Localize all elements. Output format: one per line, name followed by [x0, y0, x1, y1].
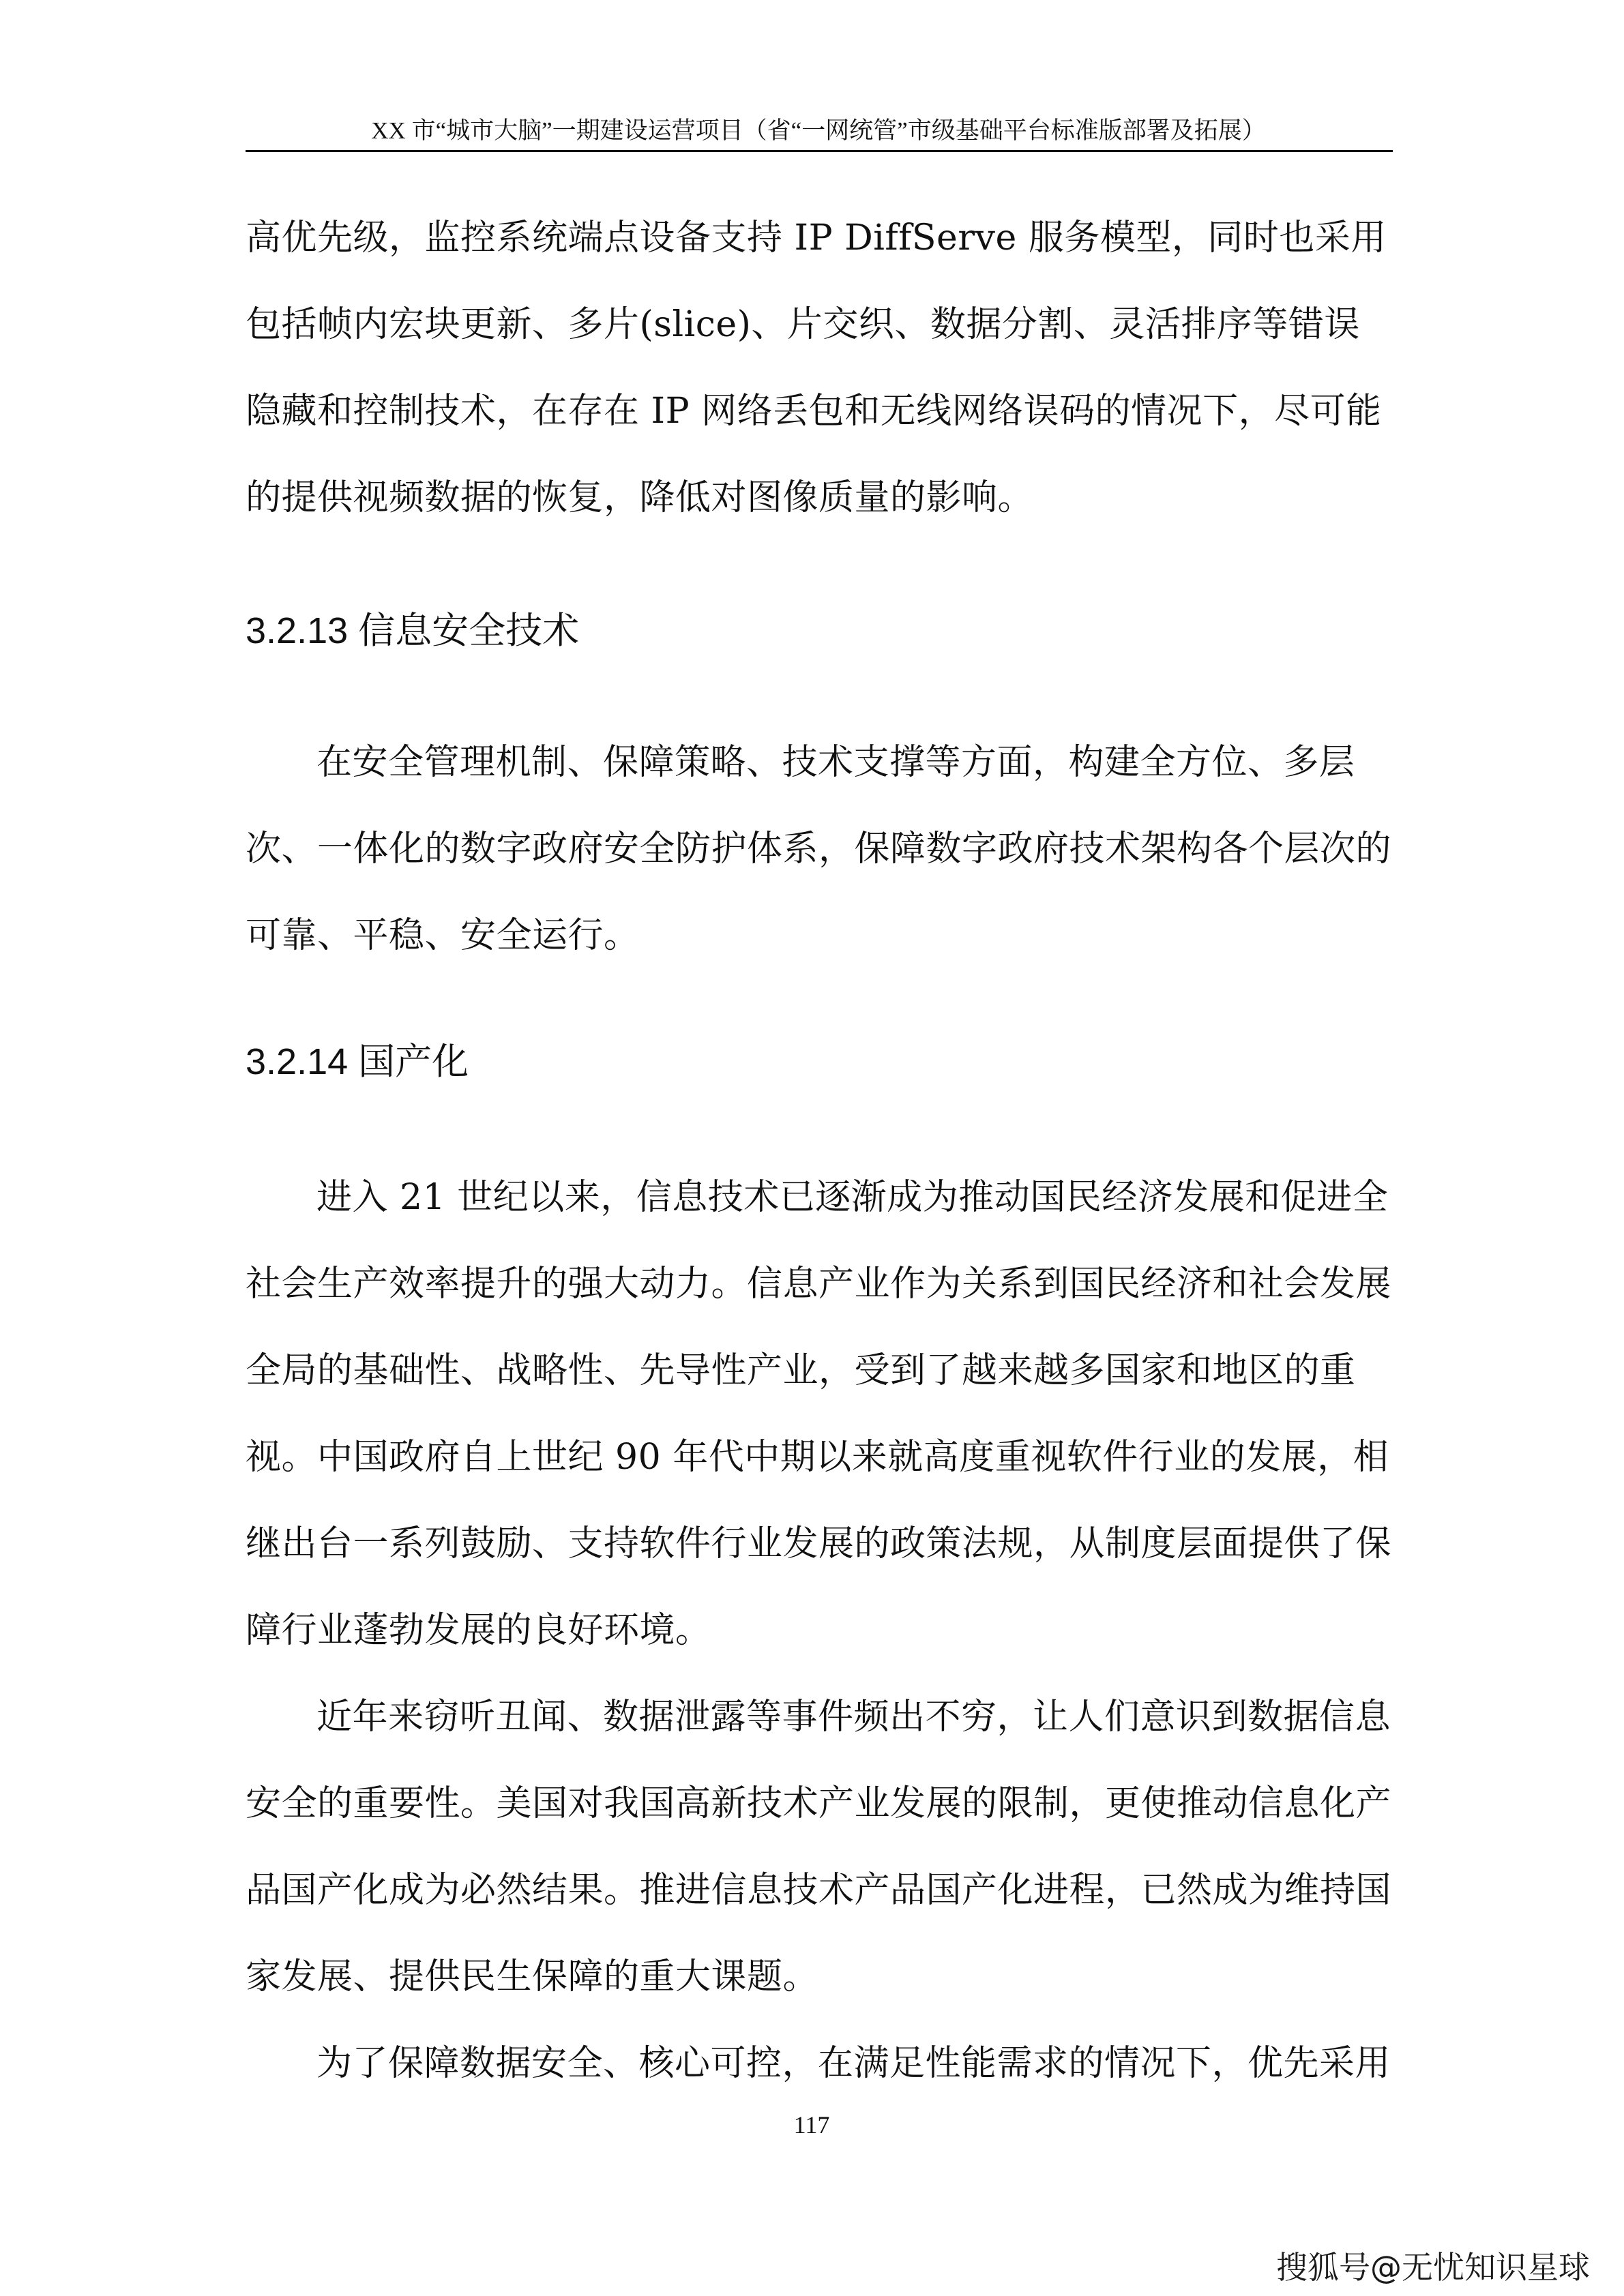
paragraph: 为了保障数据安全、核心可控，在满足性能需求的情况下，优先采用 — [316, 2043, 1391, 2084]
section-heading-3-2-13: 3.2.13 信息安全技术 — [246, 610, 580, 651]
section-3-2-13-body — [246, 719, 1391, 979]
page-number: 117 — [793, 2111, 830, 2138]
source-watermark: 搜狐号@无忧知识星球 — [1276, 2249, 1590, 2286]
intro-block — [246, 195, 1391, 541]
running-header: XX 市“城市大脑”一期建设运营项目（省“一网统管”市级基础平台标准版部署及拓展） — [371, 117, 1266, 144]
intro-paragraph: 高优先级，监控系统端点设备支持 IP DiffServe 服务模型，同时也采用包括帧内宏块更新、多片(slice)、片交织、数据分割、灵活排序等错误隐藏和控制技术，在存在 IP 网络丢包和无线网络误码的情况下，尽可能的提供视频数据的恢复，降低对图像质量的影响。 — [246, 218, 1387, 518]
paragraph: 在安全管理机制、保障策略、技术支撑等方面，构建全方位、多层次、一体化的数字政府安全防护体系，保障数字政府技术架构各个层次的可靠、平稳、安全运行。 — [246, 742, 1392, 956]
section-3-2-14-body — [246, 1154, 1391, 2107]
paragraph: 进入 21 世纪以来，信息技术已逐渐成为推动国民经济发展和促进全社会生产效率提升的强大动力。信息产业作为关系到国民经济和社会发展全局的基础性、战略性、先导性产业，受到了越来越多国家和地区的重视。中国政府自上世纪 90 年代中期以来就高度重视软件行业的发展，相继出台一系列鼓励、支持软件行业发展的政策法规，从制度层面提供了保障行业蓬勃发展的良好环境。 — [246, 1177, 1392, 1651]
header-divider — [246, 150, 1393, 152]
section-heading-3-2-14: 3.2.14 国产化 — [246, 1041, 469, 1082]
paragraph: 近年来窃听丑闻、数据泄露等事件频出不穷，让人们意识到数据信息安全的重要性。美国对我国高新技术产业发展的限制，更使推动信息化产品国产化成为必然结果。推进信息技术产品国产化进程，已然成为维持国家发展、提供民生保障的重大课题。 — [246, 1697, 1392, 1997]
